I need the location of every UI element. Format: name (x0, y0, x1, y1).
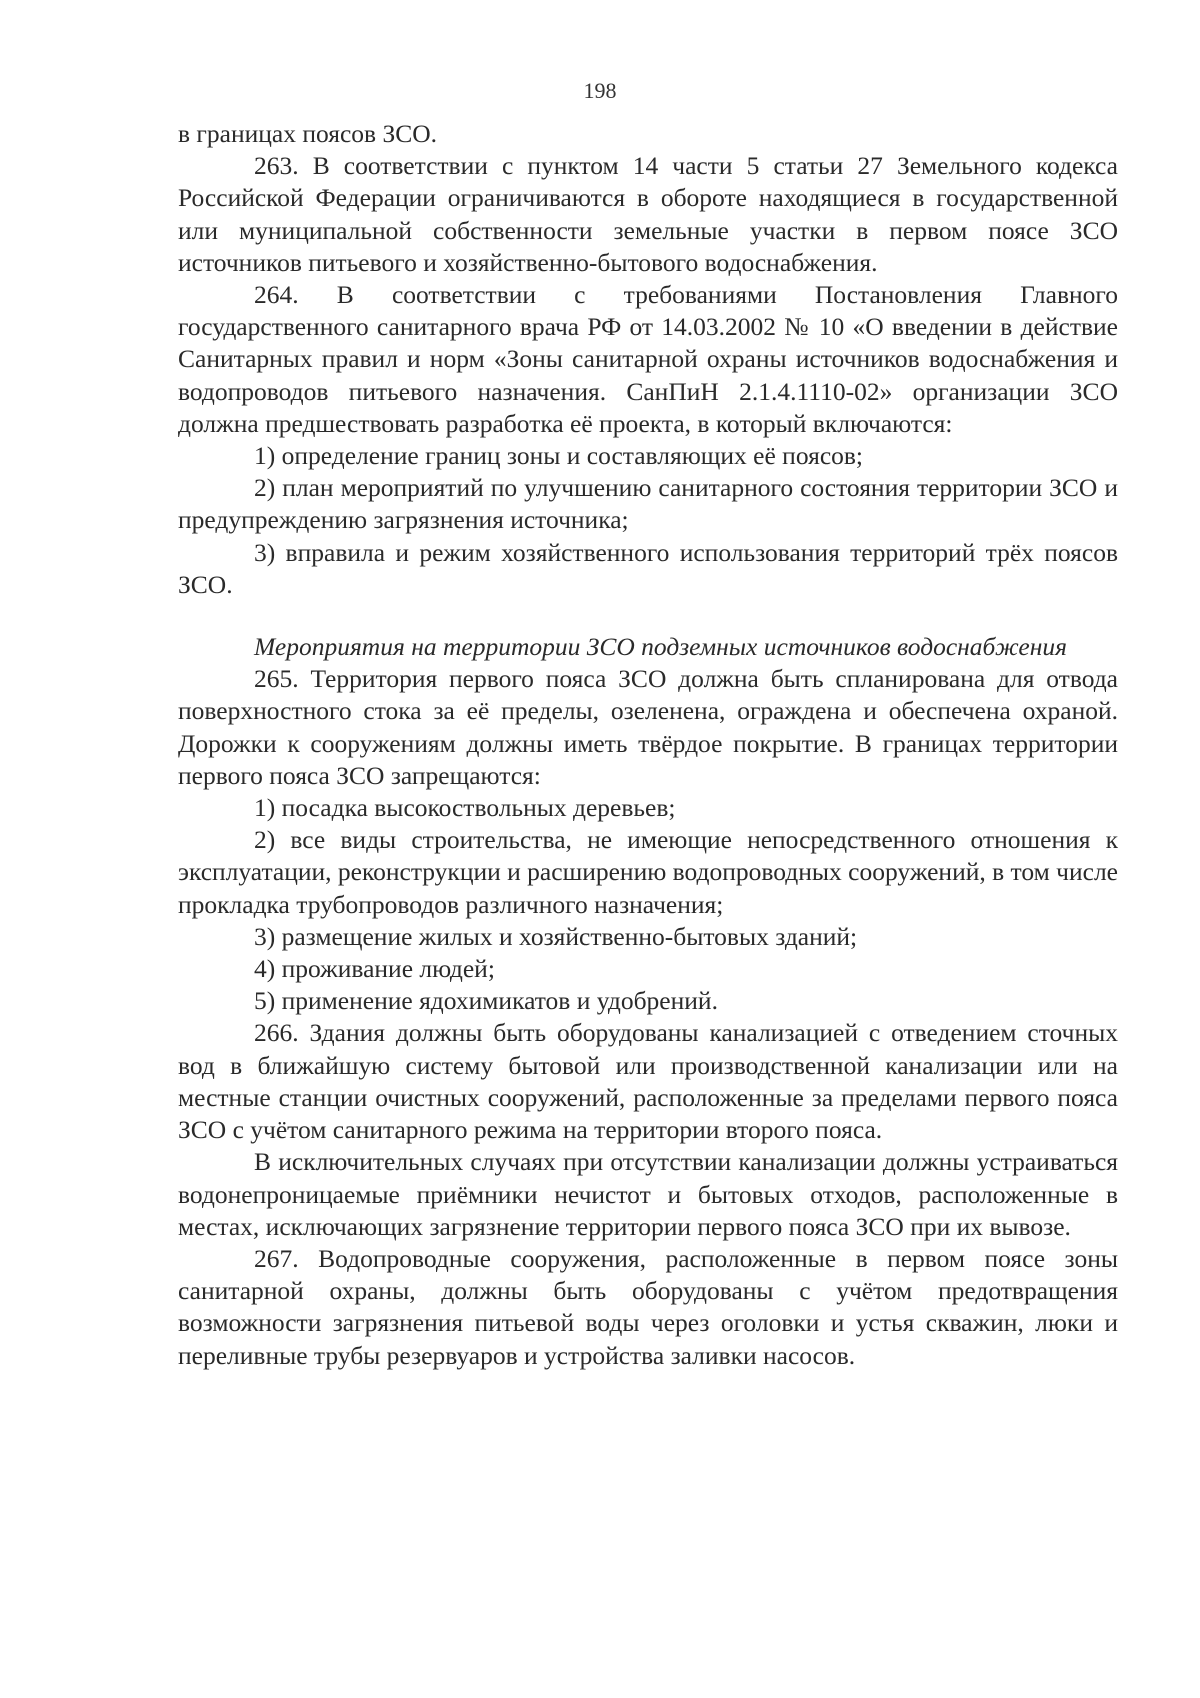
paragraph-267: 267. Водопроводные сооружения, расположенные в первом поясе зоны санитарной охраны, должны быть оборудованы с учётом предотвращения возможности загрязнения питьевой воды через оголовки и устья скважин, люки и переливные трубы резервуаров и устройства заливки насосов. (178, 1243, 1118, 1370)
paragraph-265: 265. Территория первого пояса ЗСО должна быть спланирована для отвода поверхностного стока за её пределы, озеленена, ограждена и обеспечена охраной. Дорожки к сооружениям должны иметь твёрдое покрытие. В границах территории первого пояса ЗСО запрещаются: (178, 664, 1118, 790)
document-body (178, 118, 1118, 1372)
list-item-265-4: 4) проживание людей; (254, 954, 495, 984)
paragraph-266: 266. Здания должны быть оборудованы канализацией с отведением сточных вод в ближайшую систему бытовой или производственной канализации или на местные станции очистных сооружений, расположенные за пределами первого пояса ЗСО с учётом санитарного режима на территории второго пояса. (178, 1018, 1118, 1145)
paragraph-264: 264. В соответствии с требованиями Постановления Главного государственного санитарного врача РФ от 14.03.2002 № 10 «О введении в действие Санитарных правил и норм «Зоны санитарной охраны источников водоснабжения и водопроводов питьевого назначения. СанПиН 2.1.4.1110-02» организации ЗСО должна предшествовать разработка её проекта, в который включаются: (178, 280, 1118, 438)
list-item-264-1: 1) определение границ зоны и составляющих её поясов; (254, 441, 864, 471)
paragraph-263: 263. В соответствии с пунктом 14 части 5 статьи 27 Земельного кодекса Российской Федерации ограничиваются в обороте находящиеся в государственной или муниципальной собственности земельные участки в первом поясе ЗСО источников питьевого и хозяйственно-бытового водоснабжения. (178, 151, 1118, 277)
page-number: 198 (583, 78, 617, 103)
list-item-264-2: 2) план мероприятий по улучшению санитарного состояния территории ЗСО и предупреждению загрязнения источника; (178, 473, 1118, 535)
list-item-265-1: 1) посадка высокоствольных деревьев; (254, 793, 676, 823)
section-spacer (178, 601, 1118, 631)
list-item-264-3: 3) вправила и режим хозяйственного использования территорий трёх поясов ЗСО. (178, 537, 1118, 599)
list-item-265-2: 2) все виды строительства, не имеющие непосредственного отношения к эксплуатации, реконструкции и расширению водопроводных сооружений, в том числе прокладка трубопроводов различного назначения; (178, 825, 1118, 919)
section-heading: Мероприятия на территории ЗСО подземных источников водоснабжения (254, 632, 1067, 662)
list-item-265-3: 3) размещение жилых и хозяйственно-бытовых зданий; (254, 921, 858, 951)
paragraph-continuation: в границах поясов ЗСО. (178, 119, 438, 148)
list-item-265-5: 5) применение ядохимикатов и удобрений. (254, 986, 718, 1016)
paragraph-266-exception: В исключительных случаях при отсутствии канализации должны устраиваться водонепроницаемые приёмники нечистот и бытовых отходов, расположенные в местах, исключающих загрязнение территории первого пояса ЗСО при их вывозе. (178, 1147, 1118, 1241)
